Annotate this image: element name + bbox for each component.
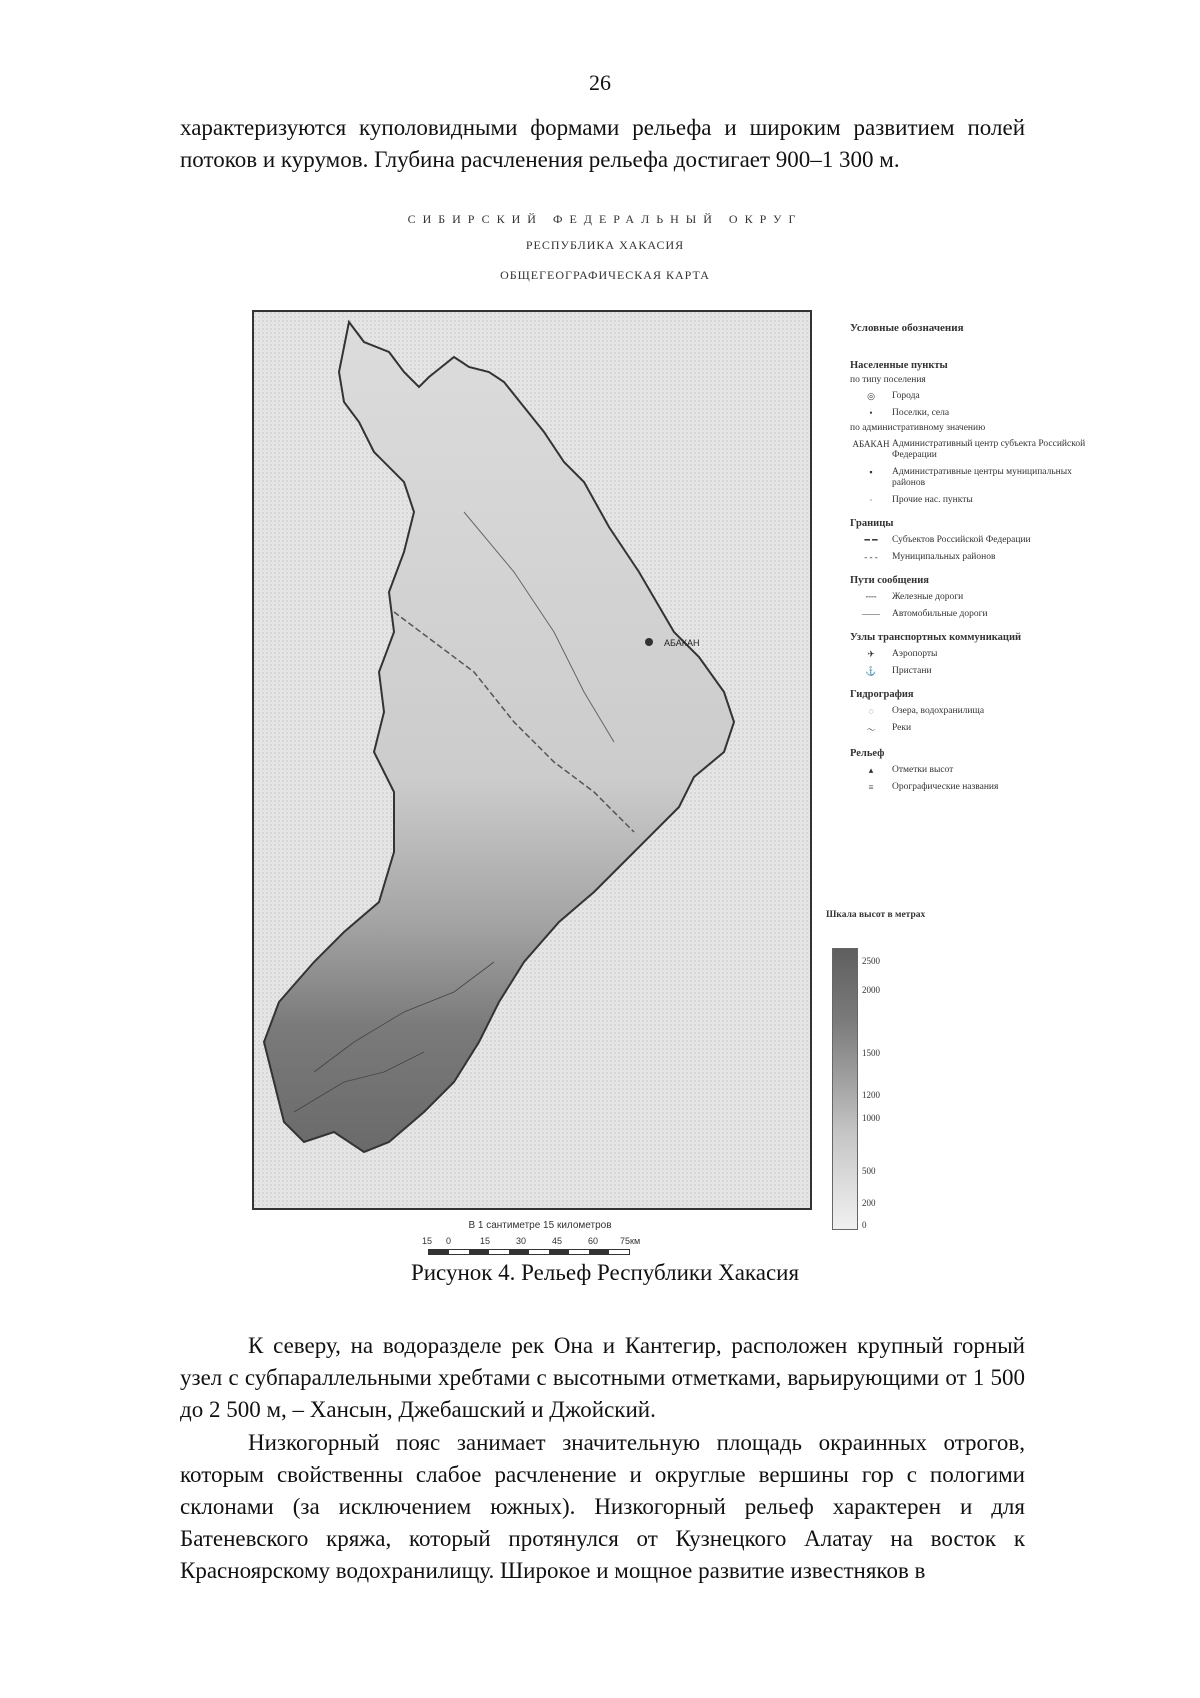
legend-district-centers: Административные центры муниципальных районов	[892, 467, 1072, 488]
legend-border-municipal: Муниципальных районов	[892, 552, 996, 562]
legend-airports: Аэропорты	[892, 649, 938, 659]
legend-rivers: Реки	[892, 723, 912, 733]
city-icon: ◎	[867, 391, 875, 401]
ruler-tick: 0	[446, 1236, 452, 1246]
legend-lakes: Озера, водохранилища	[892, 706, 985, 716]
map-graphic	[254, 312, 812, 1210]
legend-villages: Поселки, села	[892, 408, 950, 418]
ruler-tick: 30	[516, 1236, 527, 1246]
ruler-tick: 15	[422, 1236, 433, 1246]
airport-icon: ✈	[867, 649, 875, 659]
map-district-title: СИБИРСКИЙ ФЕДЕРАЛЬНЫЙ ОКРУГ	[407, 212, 803, 226]
legend-by-type: по типу поселения	[850, 375, 926, 385]
height-mark-icon: ▴	[868, 765, 874, 775]
railway-icon: ╌╌	[865, 592, 877, 602]
legend-nodes: Узлы транспортных коммуникаций	[850, 632, 1022, 643]
scale-caption: В 1 сантиметре 15 километров	[468, 1220, 612, 1231]
lake-icon: ◌	[868, 706, 874, 716]
legend-settlements: Населенные пункты	[850, 360, 948, 371]
legend-other: Прочие нас. пункты	[892, 495, 973, 505]
height-label-200: 200	[862, 1198, 876, 1208]
district-center-icon: ▪	[869, 467, 873, 477]
legend-borders: Границы	[850, 518, 894, 529]
border-subject-icon: ━ ━	[864, 535, 878, 545]
height-label-0: 0	[862, 1220, 867, 1230]
legend-cities: Города	[892, 391, 920, 401]
legend-piers: Пристани	[892, 666, 932, 676]
legend-heights: Отметки высот	[892, 765, 954, 775]
relief-map	[252, 310, 812, 1210]
legend-railways: Железные дороги	[892, 592, 964, 602]
height-scale-title: Шкала высот в метрах	[826, 910, 926, 920]
map-city-abakan: АБАКАН	[664, 638, 700, 648]
other-settlement-icon: ·	[869, 495, 873, 505]
legend-relief: Рельеф	[850, 748, 885, 759]
height-label-1200: 1200	[862, 1090, 880, 1100]
height-label-500: 500	[862, 1166, 876, 1176]
figure-caption: Рисунок 4. Рельеф Республики Хакасия	[410, 1260, 800, 1285]
orographic-icon: ≡	[868, 782, 874, 792]
scale-ruler	[422, 1236, 648, 1256]
height-label-1500: 1500	[862, 1048, 880, 1058]
map-legend	[850, 322, 1090, 793]
village-icon: •	[869, 408, 873, 418]
legend-admin-center: Административный центр субъекта Российской Федерации	[892, 439, 1086, 460]
paragraph-2: Низкогорный пояс занимает значительную площадь окраинных отрогов, которым свойственны слабое расчленение и округлые вершины гор с пологими склонами (за исключением южных). Низкогорный рельеф характерен и для Батеневского кряжа, который протянулся от Кузнецкого Алатау на восток к Красноярскому водохранилищу. Широкое и мощное развитие известняков в	[180, 1430, 1025, 1583]
height-label-1000: 1000	[862, 1113, 880, 1123]
legend-orographic: Орографические названия	[892, 782, 999, 792]
page-number: 26	[589, 70, 611, 95]
legend-by-admin: по административному значению	[850, 423, 986, 433]
legend-border-subject: Субъектов Российской Федерации	[892, 535, 1031, 545]
height-label-2000: 2000	[862, 985, 880, 995]
road-icon: ——	[862, 609, 880, 619]
paragraph-top: характеризуются куполовидными формами рельефа и широким развитием полей потоков и курумов. Глубина расчленения рельефа достигает 900–1 300 м.	[180, 115, 1025, 172]
height-scale-bar	[832, 948, 858, 1230]
ruler-bar	[428, 1249, 630, 1255]
ruler-tick: 45	[552, 1236, 563, 1246]
legend-routes: Пути сообщения	[850, 575, 929, 586]
ruler-tick: 15	[480, 1236, 491, 1246]
map-type-title: ОБЩЕГЕОГРАФИЧЕСКАЯ КАРТА	[500, 268, 710, 282]
river-icon: 〜	[866, 725, 876, 735]
legend-hydro: Гидрография	[850, 689, 914, 700]
legend-admin-center-symbol: АБАКАН	[852, 439, 890, 449]
legend-roads: Автомобильные дороги	[892, 609, 988, 619]
height-label-2500: 2500	[862, 956, 880, 966]
border-municipal-icon: - - -	[864, 552, 878, 562]
map-republic-title: РЕСПУБЛИКА ХАКАСИЯ	[525, 238, 685, 252]
paragraph-1: К северу, на водоразделе рек Она и Кантегир, расположен крупный горный узел с субпараллельными хребтами с высотными отметками, варьирующими от 1 500 до 2 500 м, – Хансын, Джебашский и Джойский.	[180, 1333, 1025, 1422]
ruler-tick: 75км	[620, 1236, 641, 1246]
ruler-tick: 60	[588, 1236, 599, 1246]
pier-icon: ⚓	[865, 666, 877, 676]
height-scale	[826, 910, 946, 1230]
legend-title: Условные обозначения	[850, 322, 964, 334]
